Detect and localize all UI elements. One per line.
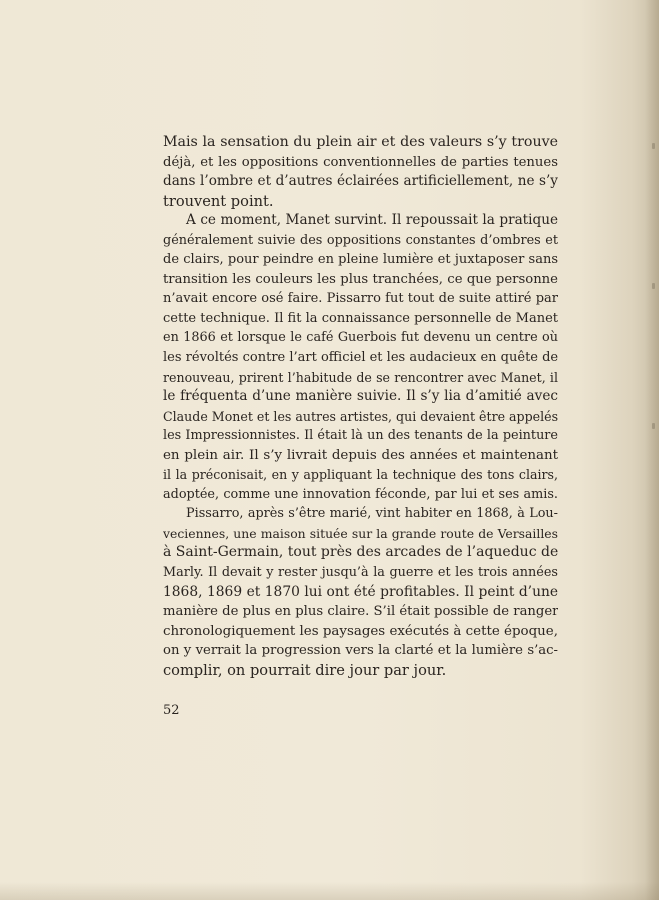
text-line: trouvent point. (163, 192, 274, 210)
text-line: à Saint-Germain, tout près des arcades de l’aqueduc de (163, 544, 558, 561)
text-line: chronologiquement les paysages exécutés à cette époque, (163, 623, 558, 639)
text-line: Marly. Il devait y rester jusqu’à la guerre et les trois années (163, 565, 558, 581)
page-number: 52 (163, 703, 180, 718)
body-text (163, 133, 558, 680)
text-line: Pissarro, après s’être marié, vint habiter en 1868, à Lou- (186, 506, 558, 522)
page-bottom-shadow (0, 882, 659, 900)
text-line: 1868, 1869 et 1870 lui ont été profitables. Il peint d’une (163, 583, 558, 600)
text-line: en 1866 et lorsque le café Guerbois fut devenu un centre où (163, 330, 558, 346)
text-line: déjà, et les oppositions conventionnelles de parties tenues (163, 154, 558, 170)
page-edge-shadow (645, 0, 659, 900)
edge-mark (652, 283, 655, 289)
text-line: cette technique. Il fit la connaissance personnelle de Manet (163, 310, 558, 326)
text-line: de clairs, pour peindre en pleine lumière et juxtaposer sans (163, 252, 558, 268)
text-line: dans l’ombre et d’autres éclairées artificiellement, ne s’y (163, 173, 558, 190)
text-line: complir, on pourrait dire jour par jour. (163, 661, 447, 679)
edge-mark (652, 423, 655, 429)
text-line: généralement suivie des oppositions constantes d’ombres et (163, 232, 558, 248)
text-line: Mais la sensation du plein air et des valeurs s’y trouve (163, 134, 558, 150)
text-line: transition les couleurs les plus tranchées, ce que personne (163, 271, 558, 287)
text-line: les révoltés contre l’art officiel et les audacieux en quête de (163, 350, 558, 366)
text-line: manière de plus en plus claire. S’il était possible de ranger (163, 604, 558, 620)
paragraph (163, 211, 558, 504)
text-line: Claude Monet et les autres artistes, qui devaient être appelés (163, 408, 558, 424)
edge-mark (652, 143, 655, 149)
text-line: le fréquenta d’une manière suivie. Il s’y lia d’amitié avec (163, 388, 558, 405)
text-line: n’avait encore osé faire. Pissarro fut tout de suite attiré par (163, 291, 558, 307)
text-line: adoptée, comme une innovation féconde, par lui et ses amis. (163, 486, 558, 502)
text-line: veciennes, une maison située sur la grande route de Versailles (163, 525, 558, 541)
text-line: A ce moment, Manet survint. Il repoussait la pratique (186, 212, 558, 229)
text-line: les Impressionnistes. Il était là un des tenants de la peinture (163, 428, 558, 444)
text-line: il la préconisait, en y appliquant la technique des tons clairs, (163, 467, 558, 483)
paragraph (163, 504, 558, 680)
text-line: on y verrait la progression vers la clarté et la lumière s’ac- (163, 643, 558, 659)
paragraph (163, 133, 558, 211)
text-line: en plein air. Il s’y livrait depuis des années et maintenant (163, 447, 558, 463)
text-line: renouveau, prirent l’habitude de se rencontrer avec Manet, il (163, 369, 558, 385)
